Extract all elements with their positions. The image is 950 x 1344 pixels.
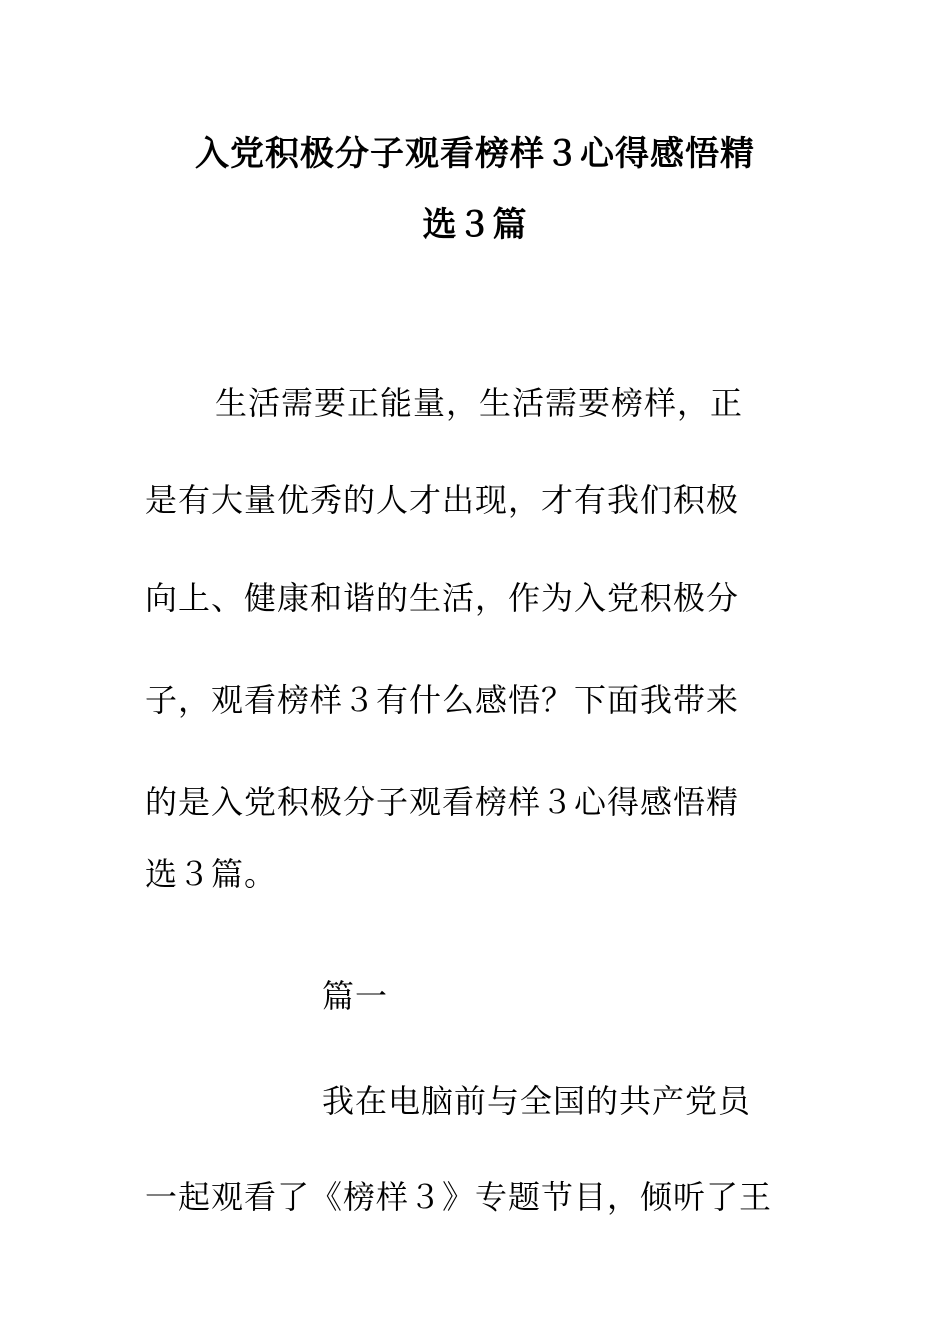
body-line-2: 是有大量优秀的人才出现，才有我们积极 bbox=[145, 481, 740, 519]
body-line-5: 的是入党积极分子观看榜样３心得感悟精 bbox=[145, 783, 740, 821]
body-line-6: 选３篇。 bbox=[145, 855, 278, 893]
body-line-8: 我在电脑前与全国的共产党员 bbox=[322, 1082, 752, 1120]
section-heading-part-one: 篇一 bbox=[322, 977, 389, 1015]
body-line-1: 生活需要正能量，生活需要榜样，正 bbox=[215, 384, 744, 422]
body-line-9: 一起观看了《榜样３》专题节目，倾听了王 bbox=[145, 1178, 773, 1216]
body-line-4: 子，观看榜样３有什么感悟？下面我带来 bbox=[145, 681, 740, 719]
document-title-line-2: 选３篇 bbox=[422, 205, 528, 245]
document-title-line-1: 入党积极分子观看榜样３心得感悟精 bbox=[195, 134, 755, 174]
body-line-3: 向上、健康和谐的生活，作为入党积极分 bbox=[145, 579, 740, 617]
